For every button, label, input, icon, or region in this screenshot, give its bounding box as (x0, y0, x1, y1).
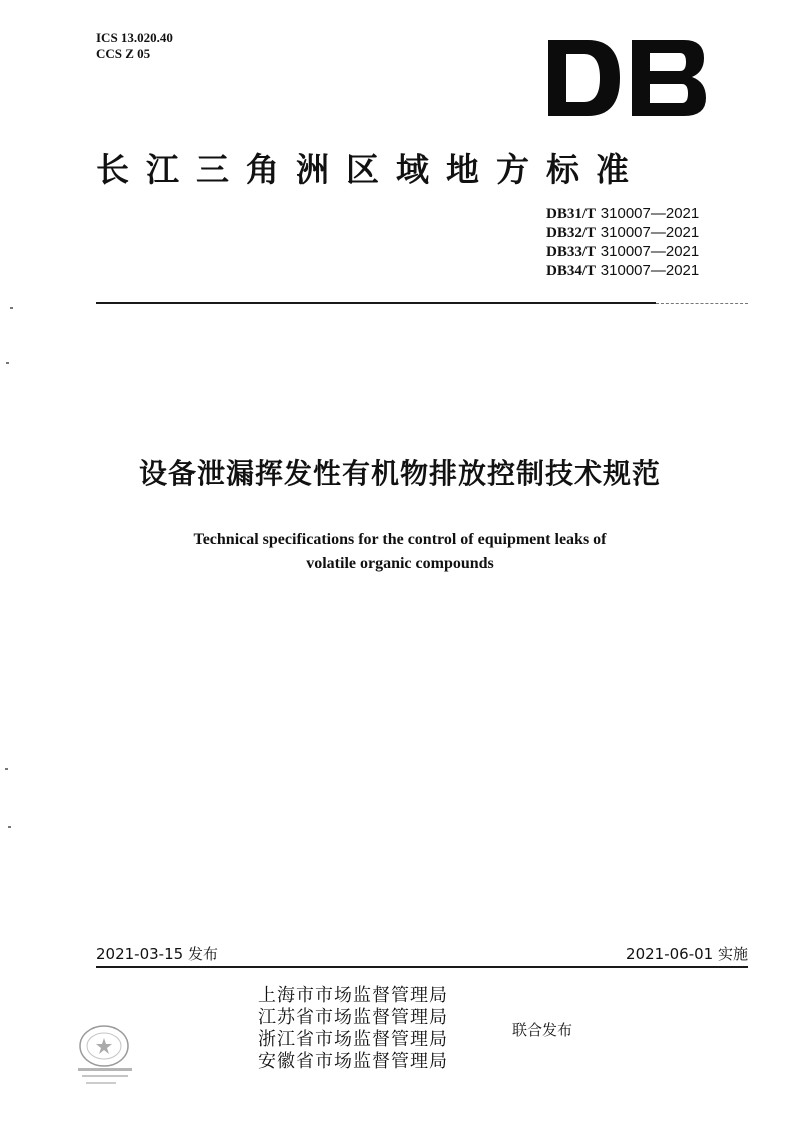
top-divider-dashed (656, 303, 748, 304)
implementation-date: 2021-06-01 实施 (626, 945, 748, 963)
standard-number: 310007—2021 (600, 224, 700, 241)
standard-category-title: 长江三角洲区域地方标准 (96, 150, 646, 189)
standard-prefix: DB32/T (546, 225, 597, 241)
issuing-authorities (258, 985, 448, 1073)
document-title-english (0, 528, 800, 576)
issuer-name: 安徽省市场监督管理局 (258, 1051, 448, 1072)
standard-prefix: DB33/T (546, 244, 597, 260)
english-title-line: volatile organic compounds (306, 555, 494, 572)
standard-number-row (546, 204, 699, 223)
ccs-code: CCS Z 05 (96, 46, 151, 61)
standard-prefix: DB31/T (546, 206, 597, 222)
english-title-line: Technical specifications for the control of equipment leaks of (193, 531, 607, 548)
scan-speck (8, 826, 11, 828)
ics-code: ICS 13.020.40 (96, 30, 173, 45)
standard-number-row (546, 242, 699, 261)
top-divider (96, 302, 656, 304)
standard-number: 310007—2021 (600, 205, 700, 222)
db-logo (548, 40, 708, 116)
standard-number: 310007—2021 (600, 243, 700, 260)
issuer-name: 上海市市场监督管理局 (258, 985, 448, 1006)
classification-codes (96, 30, 173, 62)
standard-numbers (546, 204, 699, 280)
official-seal-stamp (64, 1016, 154, 1090)
issuer-name: 江苏省市场监督管理局 (258, 1007, 448, 1028)
scan-speck (5, 768, 8, 770)
standard-number-row (546, 223, 699, 242)
standard-number-row (546, 261, 699, 280)
document-title-chinese: 设备泄漏挥发性有机物排放控制技术规范 (138, 457, 661, 490)
issuer-name: 浙江省市场监督管理局 (258, 1029, 448, 1050)
issue-date: 2021-03-15 发布 (96, 945, 218, 963)
scan-speck (6, 362, 9, 364)
bottom-divider (96, 966, 748, 968)
standard-number: 310007—2021 (600, 262, 700, 279)
joint-release-label: 联合发布 (512, 1021, 573, 1039)
scan-speck (10, 307, 13, 309)
standard-prefix: DB34/T (546, 263, 597, 279)
